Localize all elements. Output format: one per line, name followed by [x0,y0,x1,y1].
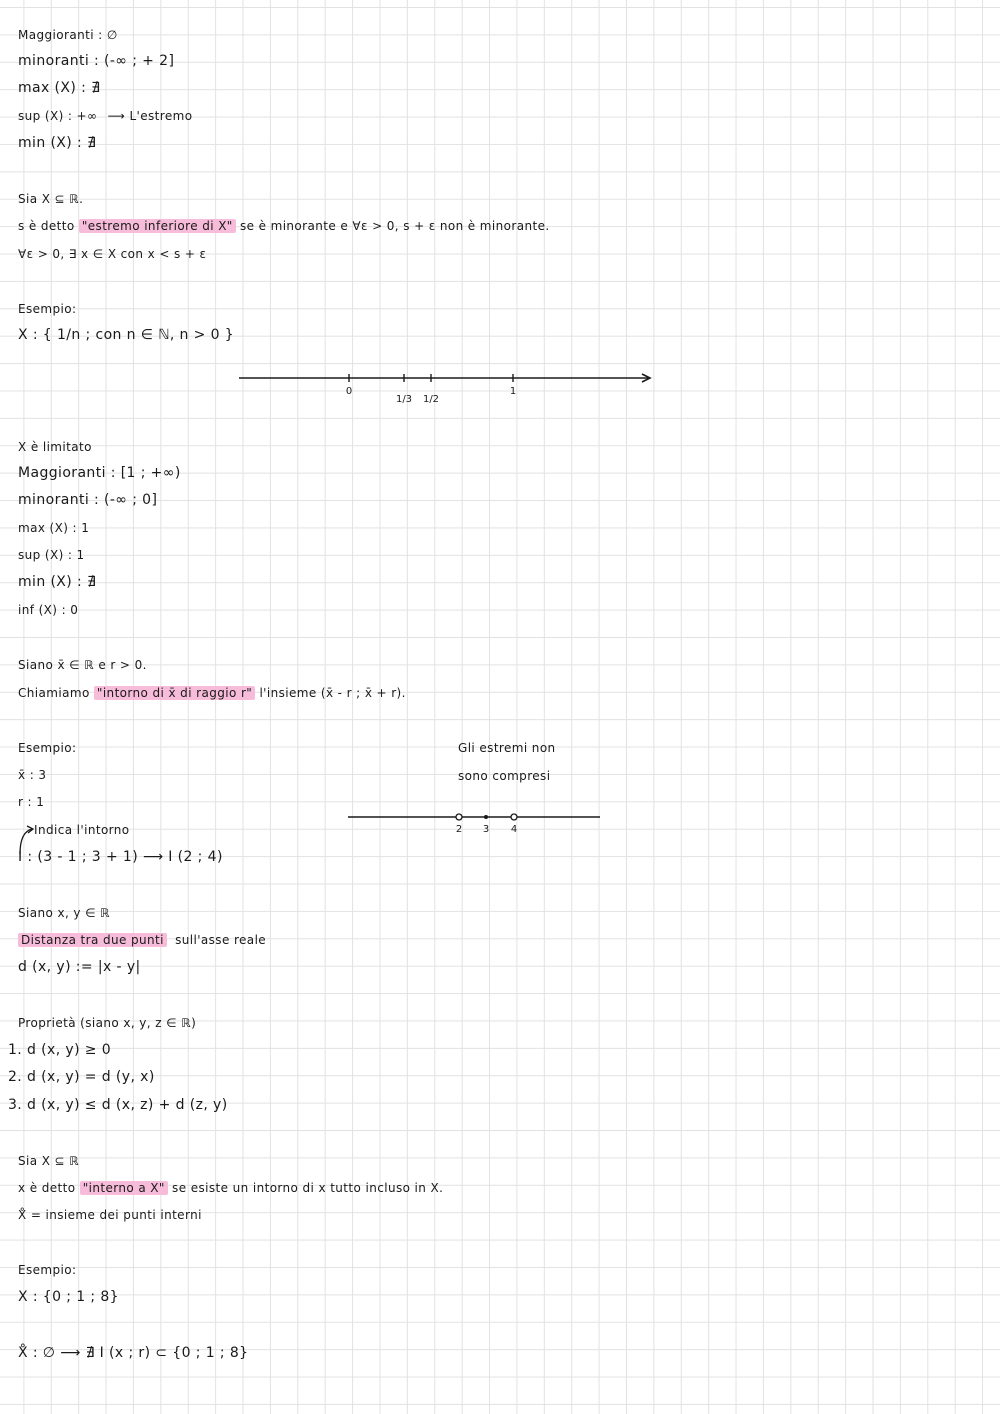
distance-definition [18,932,266,948]
distance-term-suffix: sull'asse reale [175,933,267,947]
properties-title: Proprietà (siano x, y, z ∈ ℝ) [18,1016,197,1030]
interno-suffix: se esiste un intorno di x tutto incluso in X. [172,1181,444,1195]
open-endpoint-2 [456,814,462,820]
interno-definition [18,1180,443,1196]
axis2-tick-0: 2 [455,824,463,835]
example3-label: Esempio: [18,1263,77,1277]
axis1-tick-2: 1/2 [422,394,440,405]
intorno-prefix: Chiamiamo [18,686,90,700]
maggioranti-line: Maggioranti : ∅ [18,28,118,42]
interno-sia: Sia X ⊆ ℝ [18,1154,80,1168]
min-2: min (X) : ∄ [18,574,97,590]
axis2-tick-1: 3 [482,824,490,835]
example3-result: X̊ : ∅ ⟶ ∄ I (x ; r) ⊂ {0 ; 1 ; 8} [18,1345,249,1361]
intorno-siano: Siano x̄ ∈ ℝ e r > 0. [18,658,147,672]
interno-term: "interno a X" [80,1181,168,1195]
interior-set-line: X̊ = insieme dei punti interni [18,1208,202,1222]
intorno-suffix: l'insieme (x̄ - r ; x̄ + r). [259,686,406,700]
inf-condition: ∀ε > 0, ∃ x ∈ X con x < s + ε [18,247,207,261]
side-note-1: Gli estremi non [458,741,556,755]
example2-result: I : (3 - 1 ; 3 + 1) ⟶ I (2 ; 4) [18,849,223,865]
side-note-2: sono compresi [458,769,551,783]
open-endpoint-4 [511,814,517,820]
example2-xbar: x̄ : 3 [18,768,47,782]
max-line: max (X) : ∄ [18,80,101,96]
inf-sia: Sia X ⊆ ℝ. [18,192,84,206]
inf-def-prefix: s è detto [18,219,75,233]
interno-prefix: x è detto [18,1181,76,1195]
sup-2: sup (X) : 1 [18,548,85,562]
min-line: min (X) : ∄ [18,135,97,151]
property-1: 1. d (x, y) ≥ 0 [8,1042,112,1058]
sup-value: sup (X) : +∞ [18,109,98,123]
sup-note: ⟶ L'estremo [107,109,193,123]
center-point-3 [484,815,488,819]
intorno-term: "intorno di x̄ di raggio r" [94,686,255,700]
distance-term: Distanza tra due punti [18,933,167,947]
property-3: 3. d (x, y) ≤ d (x, z) + d (z, y) [8,1097,228,1113]
limited-line: X è limitato [18,440,92,454]
example1-set: X : { 1/n ; con n ∈ ℕ, n > 0 } [18,327,235,343]
inf-def-term: "estremo inferiore di X" [79,219,236,233]
max-2: max (X) : 1 [18,521,90,535]
minoranti-line: minoranti : (-∞ ; + 2] [18,53,175,69]
distance-formula: d (x, y) := |x - y| [18,959,141,975]
distance-siano: Siano x, y ∈ ℝ [18,906,111,920]
axis1-tick-3: 1 [509,386,517,397]
example2-label: Esempio: [18,741,77,755]
inf-2: inf (X) : 0 [18,603,79,617]
axis1-tick-0: 0 [345,386,353,397]
example2-r: r : 1 [18,795,45,809]
maggioranti-2: Maggioranti : [1 ; +∞) [18,465,181,481]
axis1-tick-1: 1/3 [395,394,413,405]
property-2: 2. d (x, y) = d (y, x) [8,1069,155,1085]
example2-arrow-note: Indica l'intorno [34,823,130,837]
inf-def-suffix: se è minorante e ∀ε > 0, s + ε non è minorante. [239,219,550,233]
minoranti-2: minoranti : (-∞ ; 0] [18,492,158,508]
example1-label: Esempio: [18,302,77,316]
example3-set: X : {0 ; 1 ; 8} [18,1289,119,1305]
axis2-tick-2: 4 [510,824,518,835]
